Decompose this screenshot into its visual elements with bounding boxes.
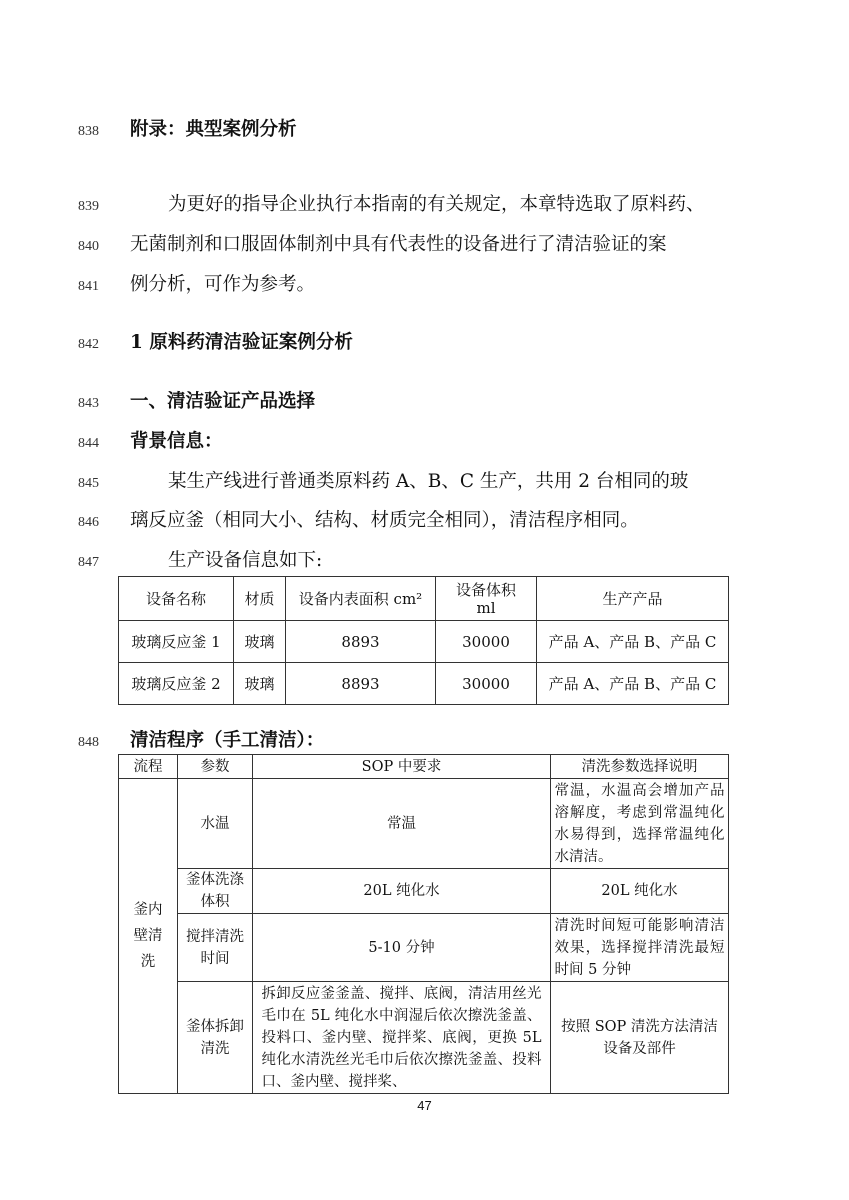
param-cell: 水温 [178, 779, 253, 869]
table-row [119, 914, 729, 982]
table-cell: 玻璃 [234, 663, 286, 705]
table-header-cell: 流程 [119, 755, 178, 779]
note-text: 常温，水温高会增加产品溶解度，考虑到常温纯化水易得到，选择常温纯化水清洁。 [554, 782, 725, 865]
table-cell: 8893 [286, 621, 436, 663]
table-row [119, 663, 729, 705]
table-header-row [119, 755, 729, 779]
requirement-cell: 常温 [253, 779, 551, 869]
line-number: 846 [78, 515, 99, 530]
table-header-cell [436, 577, 537, 621]
param-text: 釜体洗涤体积 [186, 872, 244, 910]
process-cell [119, 779, 178, 1094]
intro-line-2: 无菌制剂和口服固体制剂中具有代表性的设备进行了清洁验证的案 [130, 234, 667, 255]
param-text: 釜体拆卸清洗 [186, 1018, 244, 1057]
sop-table [118, 754, 729, 1094]
requirement-cell [253, 982, 551, 1094]
table-header-cell: 清洗参数选择说明 [551, 755, 729, 779]
section-heading: 1 原料药清洁验证案例分析 [130, 332, 353, 353]
table-cell [537, 663, 729, 705]
line-number: 844 [78, 436, 99, 451]
note-text: 清洗时间短可能影响清洁效果，选择搅拌清洗最短时间 5 分钟 [554, 917, 725, 978]
param-cell [178, 982, 253, 1094]
requirement-cell: 20L 纯化水 [253, 869, 551, 914]
line-number: 840 [78, 239, 99, 254]
page-number: 47 [417, 1098, 432, 1113]
cleaning-heading: 清洁程序（手工清洁）： [130, 730, 325, 751]
line-number: 848 [78, 735, 99, 750]
note-cell: 20L 纯化水 [551, 869, 729, 914]
cell-text: 产品 A、产品 B、产品 C [548, 632, 717, 651]
requirement-text: 拆卸反应釜釜盖、搅拌、底阀，清洁用丝光毛巾在 5L 纯化水中润湿后依次擦洗釜盖、投料口、釜内壁、搅拌桨、底阀，更换 5L 纯化水清洗丝光毛巾后依次擦洗釜盖、投料口、釜内壁、搅拌桨、 [261, 985, 542, 1090]
table-cell: 30000 [436, 621, 537, 663]
table-header-cell: 材质 [234, 577, 286, 621]
line-number: 838 [78, 124, 99, 139]
table-header-cell: SOP 中要求 [253, 755, 551, 779]
requirement-cell: 5-10 分钟 [253, 914, 551, 982]
param-text: 搅拌清洗时间 [186, 928, 244, 967]
line-number: 842 [78, 337, 99, 352]
table-row [119, 869, 729, 914]
header-text: 设备体积 ml [455, 580, 516, 617]
intro-line-3: 例分析，可作为参考。 [130, 274, 316, 295]
process-text: 釜内壁清洗 [133, 902, 163, 970]
table-header-cell: 设备内表面积 cm² [286, 577, 436, 621]
note-text: 按照 SOP 清洗方法清洁设备及部件 [561, 1018, 718, 1057]
param-cell [178, 914, 253, 982]
table-header-cell: 参数 [178, 755, 253, 779]
table-cell: 8893 [286, 663, 436, 705]
background-label: 背景信息： [130, 431, 223, 452]
table-cell: 玻璃反应釜 2 [119, 663, 234, 705]
line-number: 839 [78, 199, 99, 214]
table-row [119, 982, 729, 1094]
table-cell: 玻璃反应釜 1 [119, 621, 234, 663]
background-line-2: 璃反应釜（相同大小、结构、材质完全相同），清洁程序相同。 [130, 510, 639, 531]
appendix-heading: 附录：典型案例分析 [130, 119, 297, 140]
line-number: 843 [78, 396, 99, 411]
note-cell [551, 982, 729, 1094]
table-row [119, 779, 729, 869]
table-cell: 玻璃 [234, 621, 286, 663]
subsection-heading: 一、清洁验证产品选择 [130, 391, 316, 412]
line-number: 841 [78, 279, 99, 294]
table-header-row [119, 577, 729, 621]
intro-line-1: 为更好的指导企业执行本指南的有关规定，本章特选取了原料药、 [168, 194, 705, 215]
table-header-cell: 生产产品 [537, 577, 729, 621]
note-cell [551, 914, 729, 982]
param-cell [178, 869, 253, 914]
line-number: 845 [78, 476, 99, 491]
table-cell [537, 621, 729, 663]
table-header-cell: 设备名称 [119, 577, 234, 621]
background-line-1: 某生产线进行普通类原料药 A、B、C 生产，共用 2 台相同的玻 [168, 471, 689, 492]
equipment-table [118, 576, 729, 705]
line-number: 847 [78, 555, 99, 570]
table-cell: 30000 [436, 663, 537, 705]
cell-text: 产品 A、产品 B、产品 C [548, 674, 717, 693]
equipment-intro: 生产设备信息如下: [168, 550, 323, 571]
note-cell [551, 779, 729, 869]
table-row [119, 621, 729, 663]
